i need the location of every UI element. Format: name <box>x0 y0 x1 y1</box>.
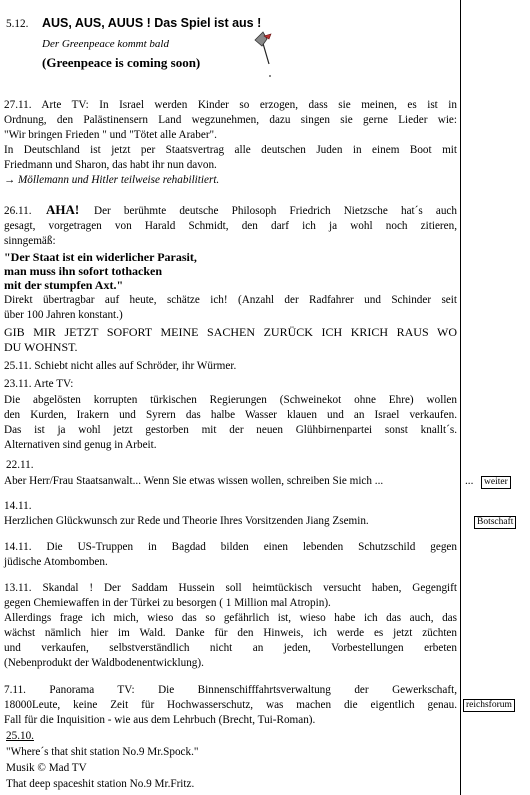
entry-line: Alternativen sind genug in Arbeit. <box>4 439 157 451</box>
entry-line: 13.11. Skandal ! Der Saddam Hussein soll heimtückisch versucht haben, Gegengift <box>4 582 457 594</box>
weiter-link[interactable]: weiter <box>481 476 511 489</box>
entry-line: "Where´s that shit station No.9 Mr.Spock." <box>6 746 199 758</box>
entry-line: 14.11. Die US-Truppen in Bagdad bilden einen lebenden Schutzschild gegen <box>4 541 457 553</box>
entry-line: über 100 Jahren konstant.) <box>4 309 123 321</box>
entry-line: Friedmann und Sharon, das habt ihr nun davon. <box>4 159 217 171</box>
entry-line: DU WOHNST. <box>4 340 78 354</box>
entry-line: 7.11. Panorama TV: Die Binnenschifffahrtsverwaltung der Gewerkschaft, <box>4 684 457 696</box>
header-subtitle-de: Der Greenpeace kommt bald <box>42 38 169 50</box>
reichsforum-link[interactable]: reichsforum <box>463 699 515 712</box>
entry-line: gesagt, vorgetragen von Harald Schmidt, den darf ich ja wohl noch zitieren, <box>4 220 457 232</box>
entry-line: Allerdings frage ich mich, wieso das so gefährlich ist, wieso habe ich das auch, das <box>4 612 457 624</box>
entry-note: → Möllemann und Hitler teilweise rehabilitiert. <box>4 174 220 186</box>
entry-line: 14.11. <box>4 500 32 512</box>
entry-line: In Deutschland ist jetzt per Staatsvertrag alle deutschen Juden in einem Boot mit <box>4 144 457 156</box>
entry-line: Herzlichen Glückwunsch zur Rede und Theorie Ihres Vorsitzenden Jiang Zsemin. <box>4 515 369 527</box>
entry-line: Der berühmte deutsche Philosoph Friedrich Nietzsche hat´s auch <box>94 205 457 217</box>
entry-line: Die abgelösten korrupten türkischen Regierungen (Schweinekot ohne Ehre) wollen <box>4 394 457 406</box>
entry-line: gegen Chemiewaffen in der Türkei zu besorgen ( 1 Million mal Atropin). <box>4 597 331 609</box>
header-subtitle-en: (Greenpeace is coming soon) <box>42 55 201 70</box>
entry-date: 25.10. <box>6 730 34 742</box>
entry-line: That deep spaceshit station No.9 Mr.Fritz. <box>6 778 195 790</box>
entry-line: 23.11. Arte TV: <box>4 378 74 390</box>
entry-line: 18000Leute, keine Zeit für Hochwasserschutz, was machen die eigentlich genau. <box>4 699 457 711</box>
entry-line: den Kurden, Irakern und Syrern das halbe Wasser klauen und an Israel verkaufen. <box>4 409 457 421</box>
aha-label: AHA! <box>46 202 80 217</box>
entry-line: sinngemäß: <box>4 235 56 247</box>
entry-line: Fall für die Inquisition - wie aus dem Lehrbuch (Brecht, Tui-Roman). <box>4 714 316 726</box>
header-date: 5.12. <box>6 18 29 30</box>
entry-line: jüdische Atombomben. <box>4 556 108 568</box>
entry-line: Ordnung, den Palästinensern Land wegzunehmen, dazu singen sie gerne Lieder wie: <box>4 114 457 126</box>
entry-line: 25.11. Schiebt nicht alles auf Schröder, ihr Würmer. <box>4 360 237 372</box>
quote-line: mit der stumpfen Axt." <box>4 278 124 292</box>
quote-line: "Der Staat ist ein widerlicher Parasit, <box>4 250 197 264</box>
entry-line: 27.11. Arte TV: In Israel werden Kinder so erzogen, dass sie meinen, es ist in <box>4 99 457 111</box>
entry-line: Direkt übertragbar auf heute, schätze ich! (Anzahl der Radfahrer und Schinder seit <box>4 294 457 306</box>
entry-line: Aber Herr/Frau Staatsanwalt... Wenn Sie etwas wissen wollen, schreiben Sie mich ... <box>4 475 384 487</box>
botschaft-link[interactable]: Botschaft <box>474 516 516 529</box>
entry-line: wächst nämlich hier im Wald. Danke für den Hinweis, ich werde es jetzt züchten <box>4 627 457 639</box>
ellipsis: ... <box>465 475 474 487</box>
entry-line: Das ist ja wohl jetzt gestorben mit der neuen Glühbirnenpartei sonst knallt´s. <box>4 424 457 436</box>
entry-line: 22.11. <box>6 459 34 471</box>
column-divider <box>460 0 461 795</box>
entry-date: 26.11. <box>4 205 32 217</box>
header-title: AUS, AUS, AUUS ! Das Spiel ist aus ! <box>42 16 262 30</box>
quote-line: man muss ihn sofort tothacken <box>4 264 163 278</box>
axe-icon <box>252 30 286 80</box>
entry-line: Musik © Mad TV <box>6 762 87 774</box>
entry-line: GIB MIR JETZT SOFORT MEINE SACHEN ZURÜCK ICH KRICH RAUS WO <box>4 325 457 339</box>
entry-line: "Wir bringen Frieden " und "Tötet alle Araber". <box>4 129 217 141</box>
entry-line: (Nebenprodukt der Waldbodenentwicklung). <box>4 657 204 669</box>
entry-line: und verkaufen, selbstverständlich nicht an jeden, Vorbestellungen erbeten <box>4 642 457 654</box>
